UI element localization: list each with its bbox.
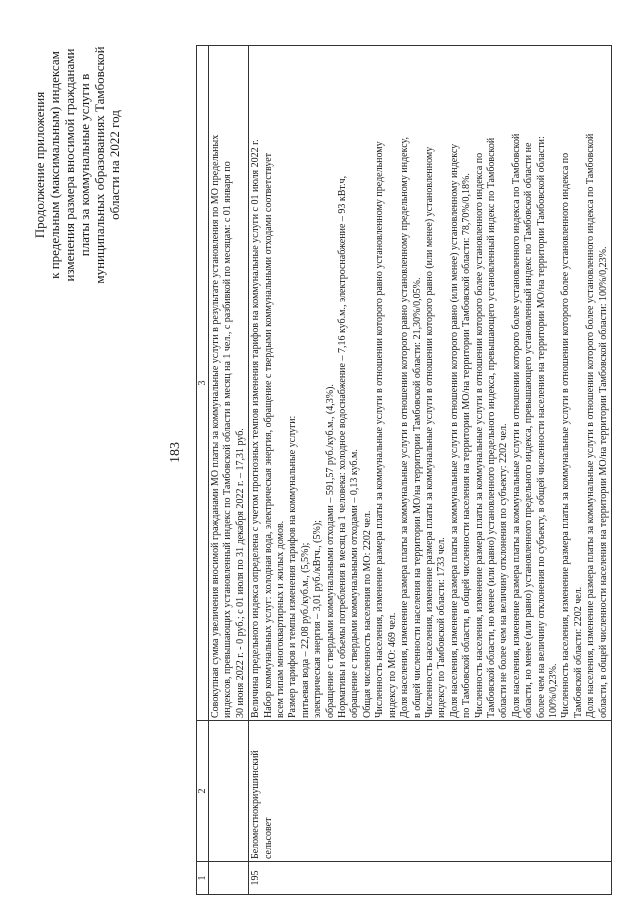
table-header-row	[197, 46, 209, 895]
appendix-note	[32, 45, 122, 285]
text-line: индексу по МО: 469 чел.	[386, 612, 398, 718]
header-col-3: 3	[197, 46, 209, 721]
text-line: Общая численность населения по МО: 2202 чел.	[361, 510, 373, 718]
text-line: Численность населения, изменение размера платы за коммунальные услуги в отношении которого равно установленному предельному	[374, 141, 386, 718]
text-line: Продолжение приложения	[32, 91, 47, 239]
text-line: Тамбовской области, но менее (или равно) установленного предельного индекса, превышающего установленный индекс по Тамбовской	[485, 137, 497, 718]
table-row-continuation	[209, 46, 249, 895]
text-line: сельсовет	[262, 817, 274, 859]
cont-cell-number	[209, 862, 249, 895]
text-line: Доля населения, изменение размера платы за коммунальные услуги в отношении которого более установленного индекса по Тамбовской	[510, 133, 522, 718]
text-line: области на 2022 год	[107, 110, 122, 220]
text-line: области, в общей численности населения на территории МО/на территории Тамбовской области: 100%/0,23%.	[597, 246, 609, 718]
text-line: Размер тарифов и темпы изменения тарифов на коммунальные услуги:	[287, 415, 299, 718]
text-line: Доля населения, изменение размера платы за коммунальные услуги в отношении которого равно установленному предельному индексу,	[399, 136, 411, 718]
text-line: муниципальных образованиях Тамбовской	[92, 46, 107, 284]
text-line: к предельным (максимальным) индексам	[47, 51, 62, 279]
text-line: в общей численности населения на территории МО/на территории Тамбовской области: 21,30%/0,05%.	[411, 277, 423, 718]
text-line: области не более чем на величину отклонения по субъекту: 2202 чел.	[498, 423, 510, 718]
text-line: индексу по Тамбовской области: 1733 чел.	[436, 537, 448, 718]
text-line: 30 июня 2022 г. - 0 руб.; с 01 июля по 31 декабря 2022 г. – 17,31 руб.	[234, 428, 246, 718]
row-description	[249, 46, 612, 721]
text-line: Доля населения, изменение размера платы за коммунальные услуги в отношении которого более установленного индекса по Тамбовской	[585, 133, 597, 718]
text-line: электрическая энергия – 3,01 руб./кВтч., (5%);	[312, 520, 324, 718]
cont-cell-name	[209, 721, 249, 862]
text-line: области, но менее (или равно) установленного предельного индекса, превышающего установленный индекс по Тамбовской области не	[523, 142, 535, 718]
header-col-1: 1	[197, 862, 209, 895]
cont-cell-text	[209, 46, 249, 721]
text-line: питьевая вода – 22,08 руб./куб.м., (5,5%);	[299, 542, 311, 718]
text-line: более чем на величину отклонения по субъекту, в общей численности населения на территории МО/на территории Тамбовской области:	[535, 136, 547, 718]
text-line: Численность населения, изменение размера платы за коммунальные услуги в отношении которого более установленного индекса по	[473, 152, 485, 718]
text-line: обращение с твердыми коммунальными отходами – 591,57 руб./куб.м., (4,3%).	[324, 384, 336, 718]
text-line: Беломестнокриушинский	[250, 750, 262, 859]
row-number: 195	[249, 862, 612, 895]
text-line: Совокупная сумма увеличения вносимой гражданами МО платы за коммунальные услуги в результате установления по МО предельных	[210, 134, 221, 718]
indices-table	[196, 45, 612, 895]
text-line: Доля населения, изменение размера платы за коммунальные услуги в отношении которого равно (или менее) установленному индексу	[448, 143, 460, 718]
text-line: платы за коммунальные услуги в	[77, 73, 92, 257]
text-line: Набор коммунальных услуг: холодная вода, электрическая энергия, обращение с твердыми коммунальными отходами соответствует	[262, 152, 274, 718]
text-line: по Тамбовской области, в общей численности населения на территории МО/на территории Тамбовской области: 78,70%/0,18%.	[461, 173, 473, 718]
text-line: Численность населения, изменение размера платы за коммунальные услуги в отношении которого более установленного индекса по	[560, 152, 572, 718]
header-col-2: 2	[197, 721, 209, 862]
text-line: индексов, превышающих установленный индекс по Тамбовской области в месяц на 1 чел., с разбивкой по месяцам: с 01 января по	[222, 161, 234, 718]
text-line: изменения размера вносимой гражданами	[62, 48, 77, 282]
text-line: Нормативы и объемы потребления в месяц на 1 человека: холодное водоснабжение – 7,16 куб.м., электроснабжение – 93 кВт.ч,	[337, 175, 349, 718]
text-line: Численность населения, изменение размера платы за коммунальные услуги в отношении которого равно (или менее) установленному	[423, 146, 435, 718]
text-line: Величина предельного индекса определена с учетом прогнозных темпов изменения тарифов на коммунальные услуги с 01 июля 2022 г.	[250, 139, 262, 718]
table-row	[249, 46, 612, 895]
text-line: 100%/0,23%.	[547, 663, 559, 718]
row-municipality-name	[249, 721, 612, 862]
text-line: обращение с твердыми коммунальными отходами – 0,13 куб.м.	[349, 449, 361, 718]
page-number: 183	[168, 442, 183, 463]
text-line: Тамбовской области: 2202 чел.	[572, 586, 584, 718]
text-line: всем типам многоквартирных и жилых домов.	[275, 520, 287, 718]
